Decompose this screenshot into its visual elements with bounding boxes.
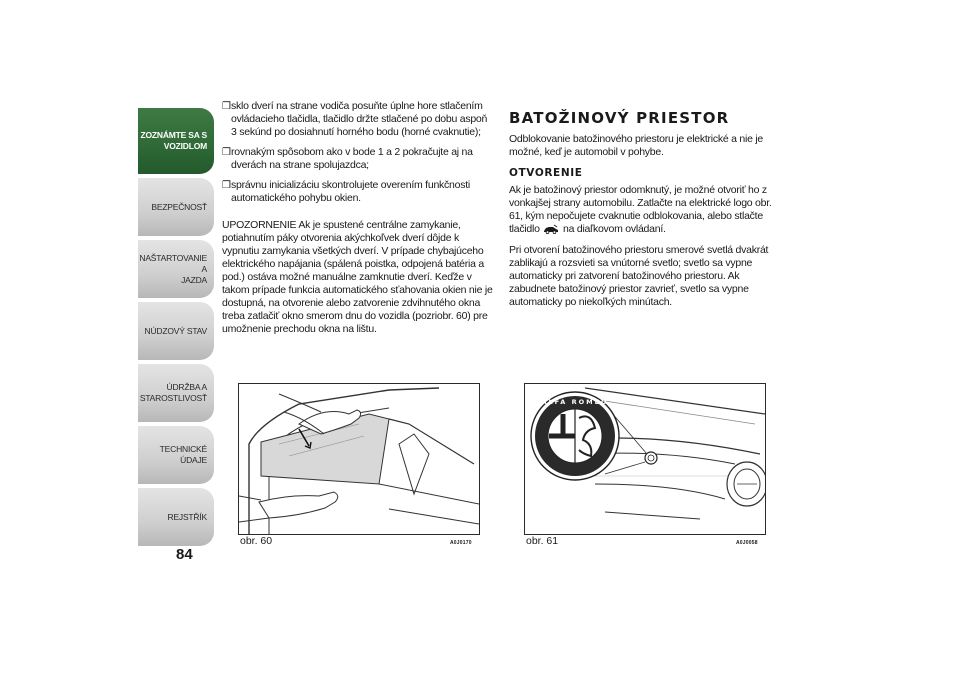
tab-nastartovanie[interactable] — [138, 240, 214, 298]
tab-label: NÚDZOVÝ STAV — [144, 325, 207, 336]
tab-rejstrik[interactable] — [138, 488, 214, 546]
tab-udrzba[interactable] — [138, 364, 214, 422]
figure-60 — [238, 383, 480, 535]
checkbox-bullet-icon: ❒ — [222, 180, 231, 191]
bullet-item: ❒ rovnakým spôsobom ako v bode 1 a 2 pokračujte aj na dverách na strane spolujazdca; — [222, 146, 473, 171]
car-rear-illustration — [525, 384, 765, 534]
warning-note: UPOZORNENIE Ak je spustené centrálne zamykanie, potiahnutím páky otvorenia akýchkoľvek dverí dôjde k vypnutiu zamykania všetkých dverí. V prípade chybajúceho elektrického napájania (spálená poistka, odpojená batéria a pod.) ostáva možné manuálne zamknutie dverí. Keďže v takom prípade funkcia automatického sťahovania okien nie je dostupná, na otvorenie alebo zatvorenie zdvihnutého okna treba zatlačiť okno smerom dnu do vozidla (pozriobr. 60) pre umožnenie prechodu okna na lištu. — [222, 219, 493, 335]
section-title: BATOŽINOVÝ PRIESTOR — [509, 109, 730, 127]
light-paragraph: Pri otvorení batožinového priestoru smerové svetlá dvakrát zablikajú a rozsvieti sa vnútorné svetlo; svetlo sa vypne automaticky pri zatvorení batožinového priestoru. Ak zabudnete batožinový priestor zavrieť, svetlo sa vypne automaticky po niekoľkých minútach. — [509, 244, 769, 308]
opening-paragraph: Ak je batožinový priestor odomknutý, je možné otvoriť ho z vonkajšej strany automobilu. Zatlačte na elektrické logo obr. 61, kým nepočujete cvaknutie odblokovania, alebo stlačte tlačidlo na diaľkovom ovládaní. — [509, 184, 787, 238]
tab-technicke-udaje[interactable] — [138, 426, 214, 484]
page-number: 84 — [176, 546, 193, 563]
trunk-release-icon — [543, 224, 559, 238]
bullet-item: ❒ sklo dverí na strane vodiča posuňte úplne hore stlačením ovládacieho tlačidla, tlačidlo držte stlačené po dobu aspoň 3 sekúnd po dosiahnutí horného bodu (horné cvaknutie); — [222, 100, 488, 138]
tab-label: REJSTŘÍK — [167, 511, 207, 522]
intro-paragraph: Odblokovanie batožinového priestoru je elektrické a nie je možné, keď je automobil v pohybe. — [509, 133, 763, 158]
checkbox-bullet-icon: ❒ — [222, 147, 231, 158]
figure-61-code: A0J0058 — [736, 540, 758, 546]
subsection-title: OTVORENIE — [509, 167, 583, 179]
tab-zoznamte-sa[interactable] — [138, 108, 214, 174]
tab-label: NAŠTARTOVANIE A JAZDA — [139, 252, 207, 285]
checkbox-bullet-icon: ❒ — [222, 101, 231, 112]
tab-bezpecnost[interactable] — [138, 178, 214, 236]
tab-label: ÚDRŽBA A STAROSTLIVOSŤ — [139, 382, 207, 403]
figure-61-caption: obr. 61 — [526, 535, 559, 547]
logo-text: ALFA ROMEO — [541, 398, 609, 406]
figure-61 — [524, 383, 766, 535]
tab-nudzovy-stav[interactable] — [138, 302, 214, 360]
tab-label: TECHNICKÉ ÚDAJE — [159, 444, 207, 465]
car-window-illustration — [239, 384, 479, 534]
tab-label: BEZPEČNOSŤ — [151, 201, 207, 212]
figure-60-caption: obr. 60 — [240, 535, 273, 547]
bullet-item: ❒ správnu inicializáciu skontrolujete overením funkčnosti automatického pohybu okien. — [222, 179, 470, 204]
figure-60-code: A0J0170 — [450, 540, 472, 546]
left-column — [222, 100, 494, 336]
tab-label: ZOZNÁMTE SA S VOZIDLOM — [140, 130, 207, 151]
right-column — [509, 100, 787, 315]
